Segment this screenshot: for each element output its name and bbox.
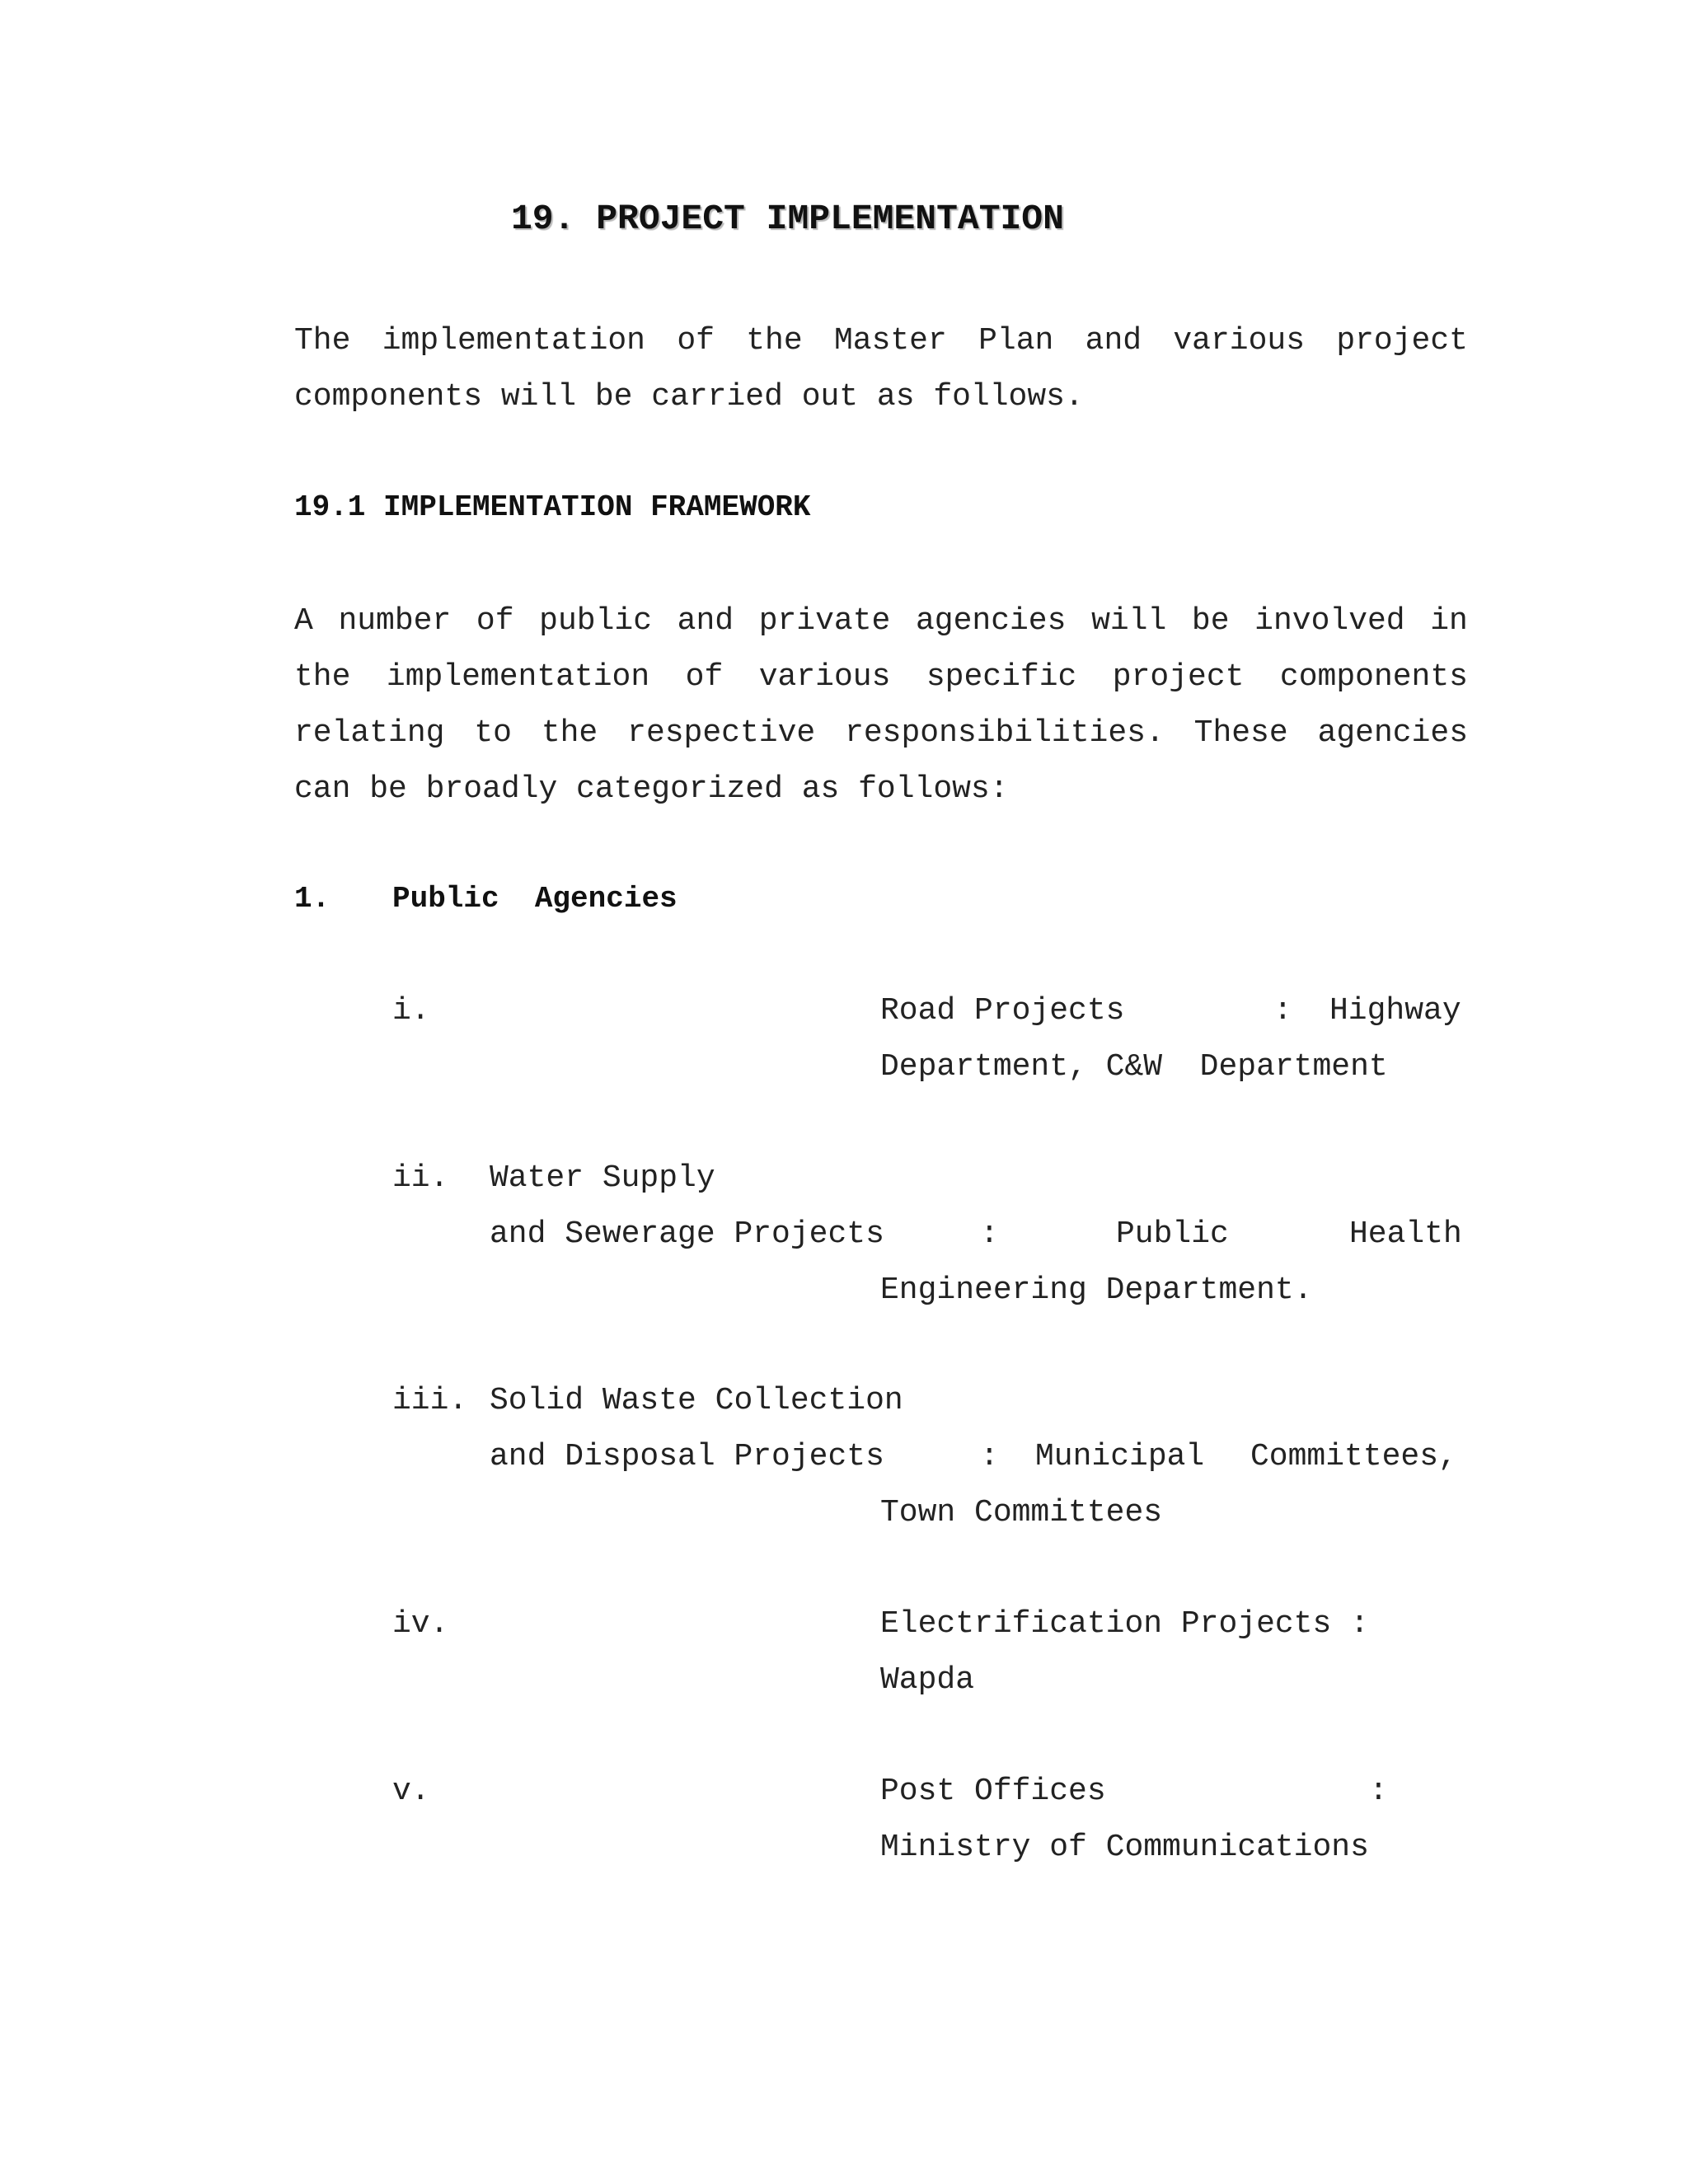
item-ii-value-line-2: Engineering Department.	[880, 1272, 1313, 1308]
public-agencies-label: Public Agencies	[392, 882, 678, 916]
section-para-line-1: A number of public and private agencies will be involved in	[294, 603, 1468, 639]
item-i-colon: :	[1273, 993, 1292, 1029]
item-iii-colon: :	[980, 1439, 999, 1474]
section-para-line-4: can be broadly categorized as follows:	[294, 771, 1009, 807]
item-v-value: Ministry of Communications	[880, 1830, 1369, 1865]
item-i-numeral: i.	[392, 993, 430, 1029]
item-iii-value-line-2: Town Committees	[880, 1495, 1163, 1530]
item-i-value: Highway	[1329, 993, 1461, 1029]
item-ii-value-word-2: Health	[1349, 1216, 1462, 1252]
item-iii-value-word-1: Municipal	[1035, 1439, 1205, 1474]
section-heading: 19.1 IMPLEMENTATION FRAMEWORK	[294, 490, 811, 524]
item-ii-colon: :	[980, 1216, 999, 1252]
item-iv-value-line-1: Electrification Projects :	[880, 1606, 1369, 1642]
public-agencies-number: 1.	[294, 882, 331, 916]
item-v-colon: :	[1369, 1774, 1388, 1809]
section-para-line-2: the implementation of various specific project components	[294, 659, 1468, 695]
item-iv-numeral: iv.	[392, 1606, 449, 1642]
item-v-numeral: v.	[392, 1774, 430, 1809]
item-iii-title-line-2: and Disposal Projects	[490, 1439, 884, 1474]
item-iii-numeral: iii.	[392, 1383, 468, 1418]
item-ii-numeral: ii.	[392, 1160, 449, 1196]
page-title: 19. PROJECT IMPLEMENTATION	[511, 199, 1064, 239]
item-i-label: Road Projects	[880, 993, 1125, 1029]
item-iii-value-word-2: Committees,	[1250, 1439, 1457, 1474]
item-iv-value-line-2: Wapda	[880, 1662, 975, 1698]
item-iii-title-line-1: Solid Waste Collection	[490, 1383, 903, 1418]
item-ii-value-word-1: Public	[1116, 1216, 1229, 1252]
intro-line-2: components will be carried out as follows.	[294, 379, 1084, 415]
section-para-line-3: relating to the respective responsibilities. These agencies	[294, 715, 1468, 751]
intro-line-1: The implementation of the Master Plan and various project	[294, 323, 1468, 359]
item-ii-title-line-2: and Sewerage Projects	[490, 1216, 884, 1252]
item-v-label: Post Offices	[880, 1774, 1106, 1809]
item-ii-title-line-1: Water Supply	[490, 1160, 715, 1196]
item-i-value-line-2: Department, C&W Department	[880, 1049, 1388, 1085]
